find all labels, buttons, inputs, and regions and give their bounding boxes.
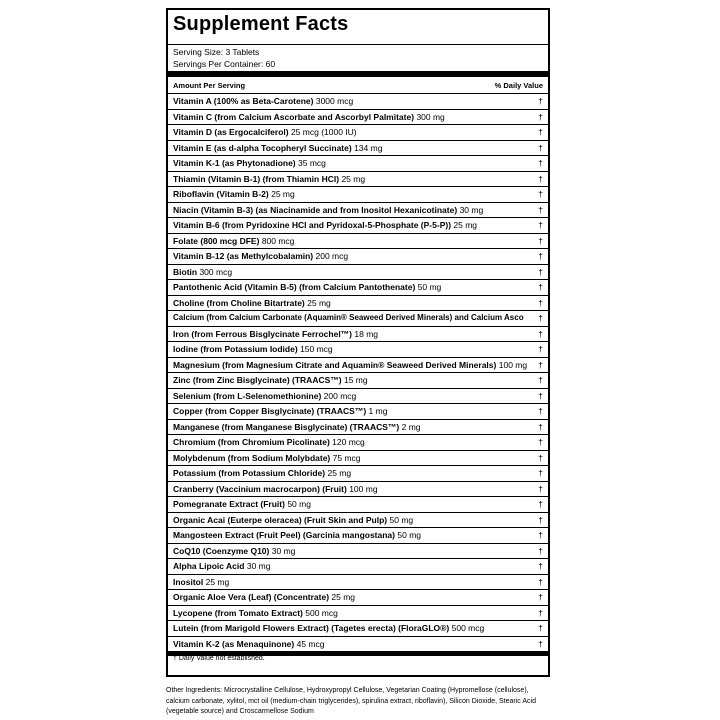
daily-value: † [538, 251, 543, 261]
daily-value: † [538, 220, 543, 230]
nutrient-cell [173, 406, 387, 416]
nutrient-name: Vitamin A (100% as Beta-Carotene) [173, 96, 314, 106]
nutrient-cell [173, 499, 311, 509]
daily-value: † [538, 437, 543, 447]
daily-value: † [538, 468, 543, 478]
nutrient-amount: 50 mg [389, 514, 414, 525]
daily-value: † [538, 96, 543, 106]
table-row [168, 528, 548, 544]
table-row [168, 249, 548, 265]
nutrient-cell [173, 437, 365, 447]
nutrient-name: Pomegranate Extract (Fruit) [173, 499, 285, 509]
nutrient-cell [173, 422, 421, 432]
nutrient-amount: 800 mcg [261, 235, 295, 246]
table-row [168, 373, 548, 389]
serving-size: Serving Size: 3 Tablets [173, 47, 260, 57]
nutrient-amount: 1 mg [368, 406, 388, 416]
table-row [168, 296, 548, 312]
daily-value: † [538, 127, 543, 137]
nutrient-cell [173, 329, 378, 339]
table-row [168, 590, 548, 606]
daily-value: † [538, 344, 543, 354]
nutrient-amount: 25 mg [327, 468, 352, 478]
daily-value: † [538, 111, 543, 122]
nutrient-amount: 25 mg [307, 297, 331, 308]
nutrient-amount: 30 mg [271, 545, 296, 556]
nutrient-name: Magnesium (from Magnesium Citrate and Aquamin® Seaweed Derived Minerals) [173, 359, 497, 370]
header-amount: Amount Per Serving [173, 81, 246, 90]
table-row [168, 559, 548, 575]
nutrient-cell [173, 158, 326, 168]
daily-value: † [538, 576, 543, 587]
nutrient-cell [173, 577, 229, 587]
nutrient-name: Chromium (from Chromium Picolinate) [173, 437, 330, 447]
daily-value: † [538, 313, 543, 323]
daily-value: † [538, 592, 543, 602]
nutrient-amount: 2 mg [401, 421, 421, 432]
nutrient-name: Vitamin D (as Ergocalciferol) [173, 127, 289, 137]
table-row [168, 621, 548, 637]
nutrient-name: Vitamin B-12 (as Methylcobalamin) [173, 251, 314, 261]
divider [168, 44, 548, 45]
table-header [168, 77, 548, 93]
table-row [168, 606, 548, 622]
nutrient-cell [173, 608, 338, 618]
servings-per-container: Servings Per Container: 60 [173, 59, 276, 69]
nutrient-cell [173, 592, 355, 602]
nutrient-cell [173, 530, 421, 540]
table-row [168, 234, 548, 250]
table-row [168, 404, 548, 420]
daily-value: † [538, 623, 543, 633]
nutrient-cell [173, 127, 357, 137]
daily-value: † [538, 499, 543, 509]
table-row [168, 125, 548, 141]
nutrient-cell [173, 267, 232, 277]
nutrient-amount: 75 mcg [332, 452, 361, 463]
daily-value: † [538, 282, 543, 292]
nutrient-name: CoQ10 (Coenzyme Q10) [173, 545, 270, 556]
daily-value: † [538, 235, 543, 246]
table-row [168, 389, 548, 405]
daily-value: † [538, 390, 543, 401]
nutrient-amount: 500 mcg [305, 607, 338, 618]
nutrient-name: Alpha Lipoic Acid [173, 561, 245, 571]
nutrient-name: Folate (800 mcg DFE) [173, 235, 260, 246]
nutrient-cell [173, 546, 295, 556]
table-row [168, 451, 548, 467]
nutrient-cell [173, 220, 477, 230]
nutrient-amount: 500 mcg [451, 623, 485, 633]
nutrient-name: Calcium (from Calcium Carbonate (Aquamin® Seaweed Derived Minerals) and Calcium Asco [173, 313, 524, 322]
table-row [168, 513, 548, 529]
daily-value: † [538, 452, 543, 463]
nutrient-cell [173, 143, 382, 153]
table-row [168, 110, 548, 126]
table-row [168, 172, 548, 188]
nutrient-name: Zinc (from Zinc Bisglycinate) (TRAACS™) [173, 375, 342, 385]
nutrient-name: Vitamin K-1 (as Phytonadione) [173, 158, 296, 168]
nutrient-cell [173, 313, 524, 322]
nutrient-amount: 50 mg [287, 499, 311, 509]
table-row [168, 311, 548, 327]
table-row [168, 358, 548, 374]
nutrient-cell [173, 282, 441, 292]
nutrient-amount: 35 mcg [298, 158, 326, 168]
nutrient-amount: 200 mcg [315, 251, 349, 261]
nutrient-name: Manganese (from Manganese Bisglycinate) (TRAACS™) [173, 421, 400, 432]
supplement-facts-panel [166, 8, 550, 677]
nutrient-amount: 150 mcg [300, 344, 333, 354]
table-row [168, 327, 548, 343]
nutrient-name: Pantothenic Acid (Vitamin B-5) (from Calcium Pantothenate) [173, 282, 416, 292]
nutrient-amount: 25 mcg (1000 IU) [290, 127, 357, 137]
nutrient-amount: 50 mg [417, 282, 442, 292]
nutrient-amount: 300 mcg [199, 266, 233, 277]
nutrient-name: Copper (from Copper Bisglycinate) (TRAACS™) [173, 406, 367, 416]
nutrient-amount: 15 mg [343, 375, 368, 385]
nutrient-cell [173, 623, 484, 633]
daily-value: † [538, 359, 543, 370]
table-row [168, 203, 548, 219]
table-row [168, 156, 548, 172]
nutrient-name: Organic Aloe Vera (Leaf) (Concentrate) [173, 592, 330, 602]
nutrient-cell [173, 298, 331, 308]
nutrient-name: Riboflavin (Vitamin B-2) [173, 189, 269, 199]
nutrient-cell [173, 112, 445, 122]
nutrient-amount: 100 mg [349, 483, 378, 494]
nutrient-name: Vitamin K-2 (as Menaquinone) [173, 638, 295, 649]
nutrient-cell [173, 391, 356, 401]
nutrient-name: Molybdenum (from Sodium Molybdate) [173, 452, 331, 463]
daily-value: † [538, 297, 543, 308]
nutrient-name: Choline (from Choline Bitartrate) [173, 297, 305, 308]
daily-value: † [538, 638, 543, 649]
table-row [168, 482, 548, 498]
nutrient-amount: 300 mg [416, 111, 445, 122]
daily-value: † [538, 561, 543, 571]
daily-value: † [538, 266, 543, 277]
nutrient-name: Iodine (from Potassium Iodide) [173, 344, 298, 354]
nutrient-amount: 200 mcg [323, 390, 357, 401]
nutrient-cell [173, 189, 295, 199]
daily-value: † [538, 406, 543, 416]
nutrient-cell [173, 453, 361, 463]
nutrient-name: Selenium (from L-Selenomethionine) [173, 390, 322, 401]
daily-value: † [538, 607, 543, 618]
nutrient-name: Lutein (from Marigold Flowers Extract) (Tagetes erecta) (FloraGLO®) [173, 623, 450, 633]
other-ingredients: Other Ingredients: Microcrystalline Cellulose, Hydroxypropyl Cellulose, Vegetarian Coating (Hypromellose (cellulose), calcium carbonate, xylitol, mct oil (medium-chain triglycerides), spirulina extract, riboflavin), Silicon Dioxide, Stearic Acid (vegetable source) and Croscarmellose Sodium [166, 687, 536, 715]
nutrient-cell [173, 375, 368, 385]
nutrient-cell [173, 561, 270, 571]
nutrient-cell [173, 96, 353, 106]
nutrient-name: Vitamin B-6 (from Pyridoxine HCl and Pyridoxal-5-Phosphate (P-5-P)) [173, 220, 452, 230]
nutrient-amount: 25 mg [341, 173, 366, 184]
nutrient-amount: 25 mg [453, 220, 478, 230]
serving-info [173, 46, 275, 70]
nutrient-cell [173, 174, 365, 184]
nutrient-cell [173, 205, 483, 215]
nutrient-name: Inositol [173, 576, 204, 587]
nutrient-amount: 30 mg [459, 204, 484, 215]
nutrient-cell [173, 251, 348, 261]
daily-value: † [538, 158, 543, 168]
daily-value: † [538, 375, 543, 385]
table-row [168, 342, 548, 358]
daily-value: † [538, 530, 543, 540]
table-row [168, 544, 548, 560]
nutrient-cell [173, 468, 351, 478]
nutrient-amount: 18 mg [354, 328, 379, 339]
table-row [168, 280, 548, 296]
nutrient-amount: 45 mcg [296, 638, 325, 649]
nutrient-cell [173, 515, 413, 525]
nutrient-name: Vitamin E (as d-alpha Tocopheryl Succinate) [173, 142, 352, 153]
daily-value: † [538, 173, 543, 184]
nutrient-name: Vitamin C (from Calcium Ascorbate and Ascorbyl Palmitate) [173, 111, 415, 122]
nutrient-name: Potassium (from Potassium Chloride) [173, 468, 326, 478]
daily-value: † [538, 142, 543, 153]
daily-value: † [538, 545, 543, 556]
table-row [168, 94, 548, 110]
nutrient-cell [173, 360, 527, 370]
table-row [168, 497, 548, 513]
table-row [168, 435, 548, 451]
nutrient-name: Iron (from Ferrous Bisglycinate Ferrochel™) [173, 328, 353, 339]
nutrient-cell [173, 639, 324, 649]
panel-title: Supplement Facts [173, 13, 349, 35]
table-row [168, 141, 548, 157]
daily-value: † [538, 328, 543, 339]
header-daily-value: % Daily Value [494, 81, 543, 90]
nutrient-amount: 25 mg [271, 189, 295, 199]
daily-value: † [538, 514, 543, 525]
nutrient-name: Biotin [173, 266, 198, 277]
nutrient-rows [168, 94, 548, 652]
daily-value: † [538, 189, 543, 199]
table-row [168, 187, 548, 203]
daily-value: † [538, 421, 543, 432]
table-row [168, 575, 548, 591]
nutrient-amount: 134 mg [354, 142, 383, 153]
nutrient-amount: 3000 mcg [315, 96, 354, 106]
nutrient-cell [173, 344, 333, 354]
nutrient-name: Lycopene (from Tomato Extract) [173, 607, 303, 618]
table-row [168, 637, 548, 653]
nutrient-cell [173, 484, 378, 494]
daily-value: † [538, 483, 543, 494]
nutrient-amount: 25 mg [205, 576, 230, 587]
nutrient-name: Mangosteen Extract (Fruit Peel) (Garcinia mangostana) [173, 530, 395, 540]
nutrient-amount: 50 mg [397, 530, 421, 540]
table-row [168, 420, 548, 436]
nutrient-name: Thiamin (Vitamin B-1) (from Thiamin HCl) [173, 173, 340, 184]
nutrient-name: Organic Acai (Euterpe oleracea) (Fruit Skin and Pulp) [173, 514, 388, 525]
daily-value: † [538, 204, 543, 215]
table-row [168, 218, 548, 234]
nutrient-amount: 30 mg [246, 561, 271, 571]
nutrient-cell [173, 236, 294, 246]
nutrient-name: Cranberry (Vaccinium macrocarpon) (Fruit) [173, 483, 347, 494]
table-row [168, 265, 548, 281]
footnote: † Daily Value not established. [173, 655, 265, 662]
nutrient-name: Niacin (Vitamin B-3) (as Niacinamide and from Inositol Hexanicotinate) [173, 204, 458, 215]
nutrient-amount: 120 mcg [332, 437, 365, 447]
nutrient-amount: 25 mg [331, 592, 356, 602]
nutrient-amount: 100 mg [498, 359, 528, 370]
table-row [168, 466, 548, 482]
